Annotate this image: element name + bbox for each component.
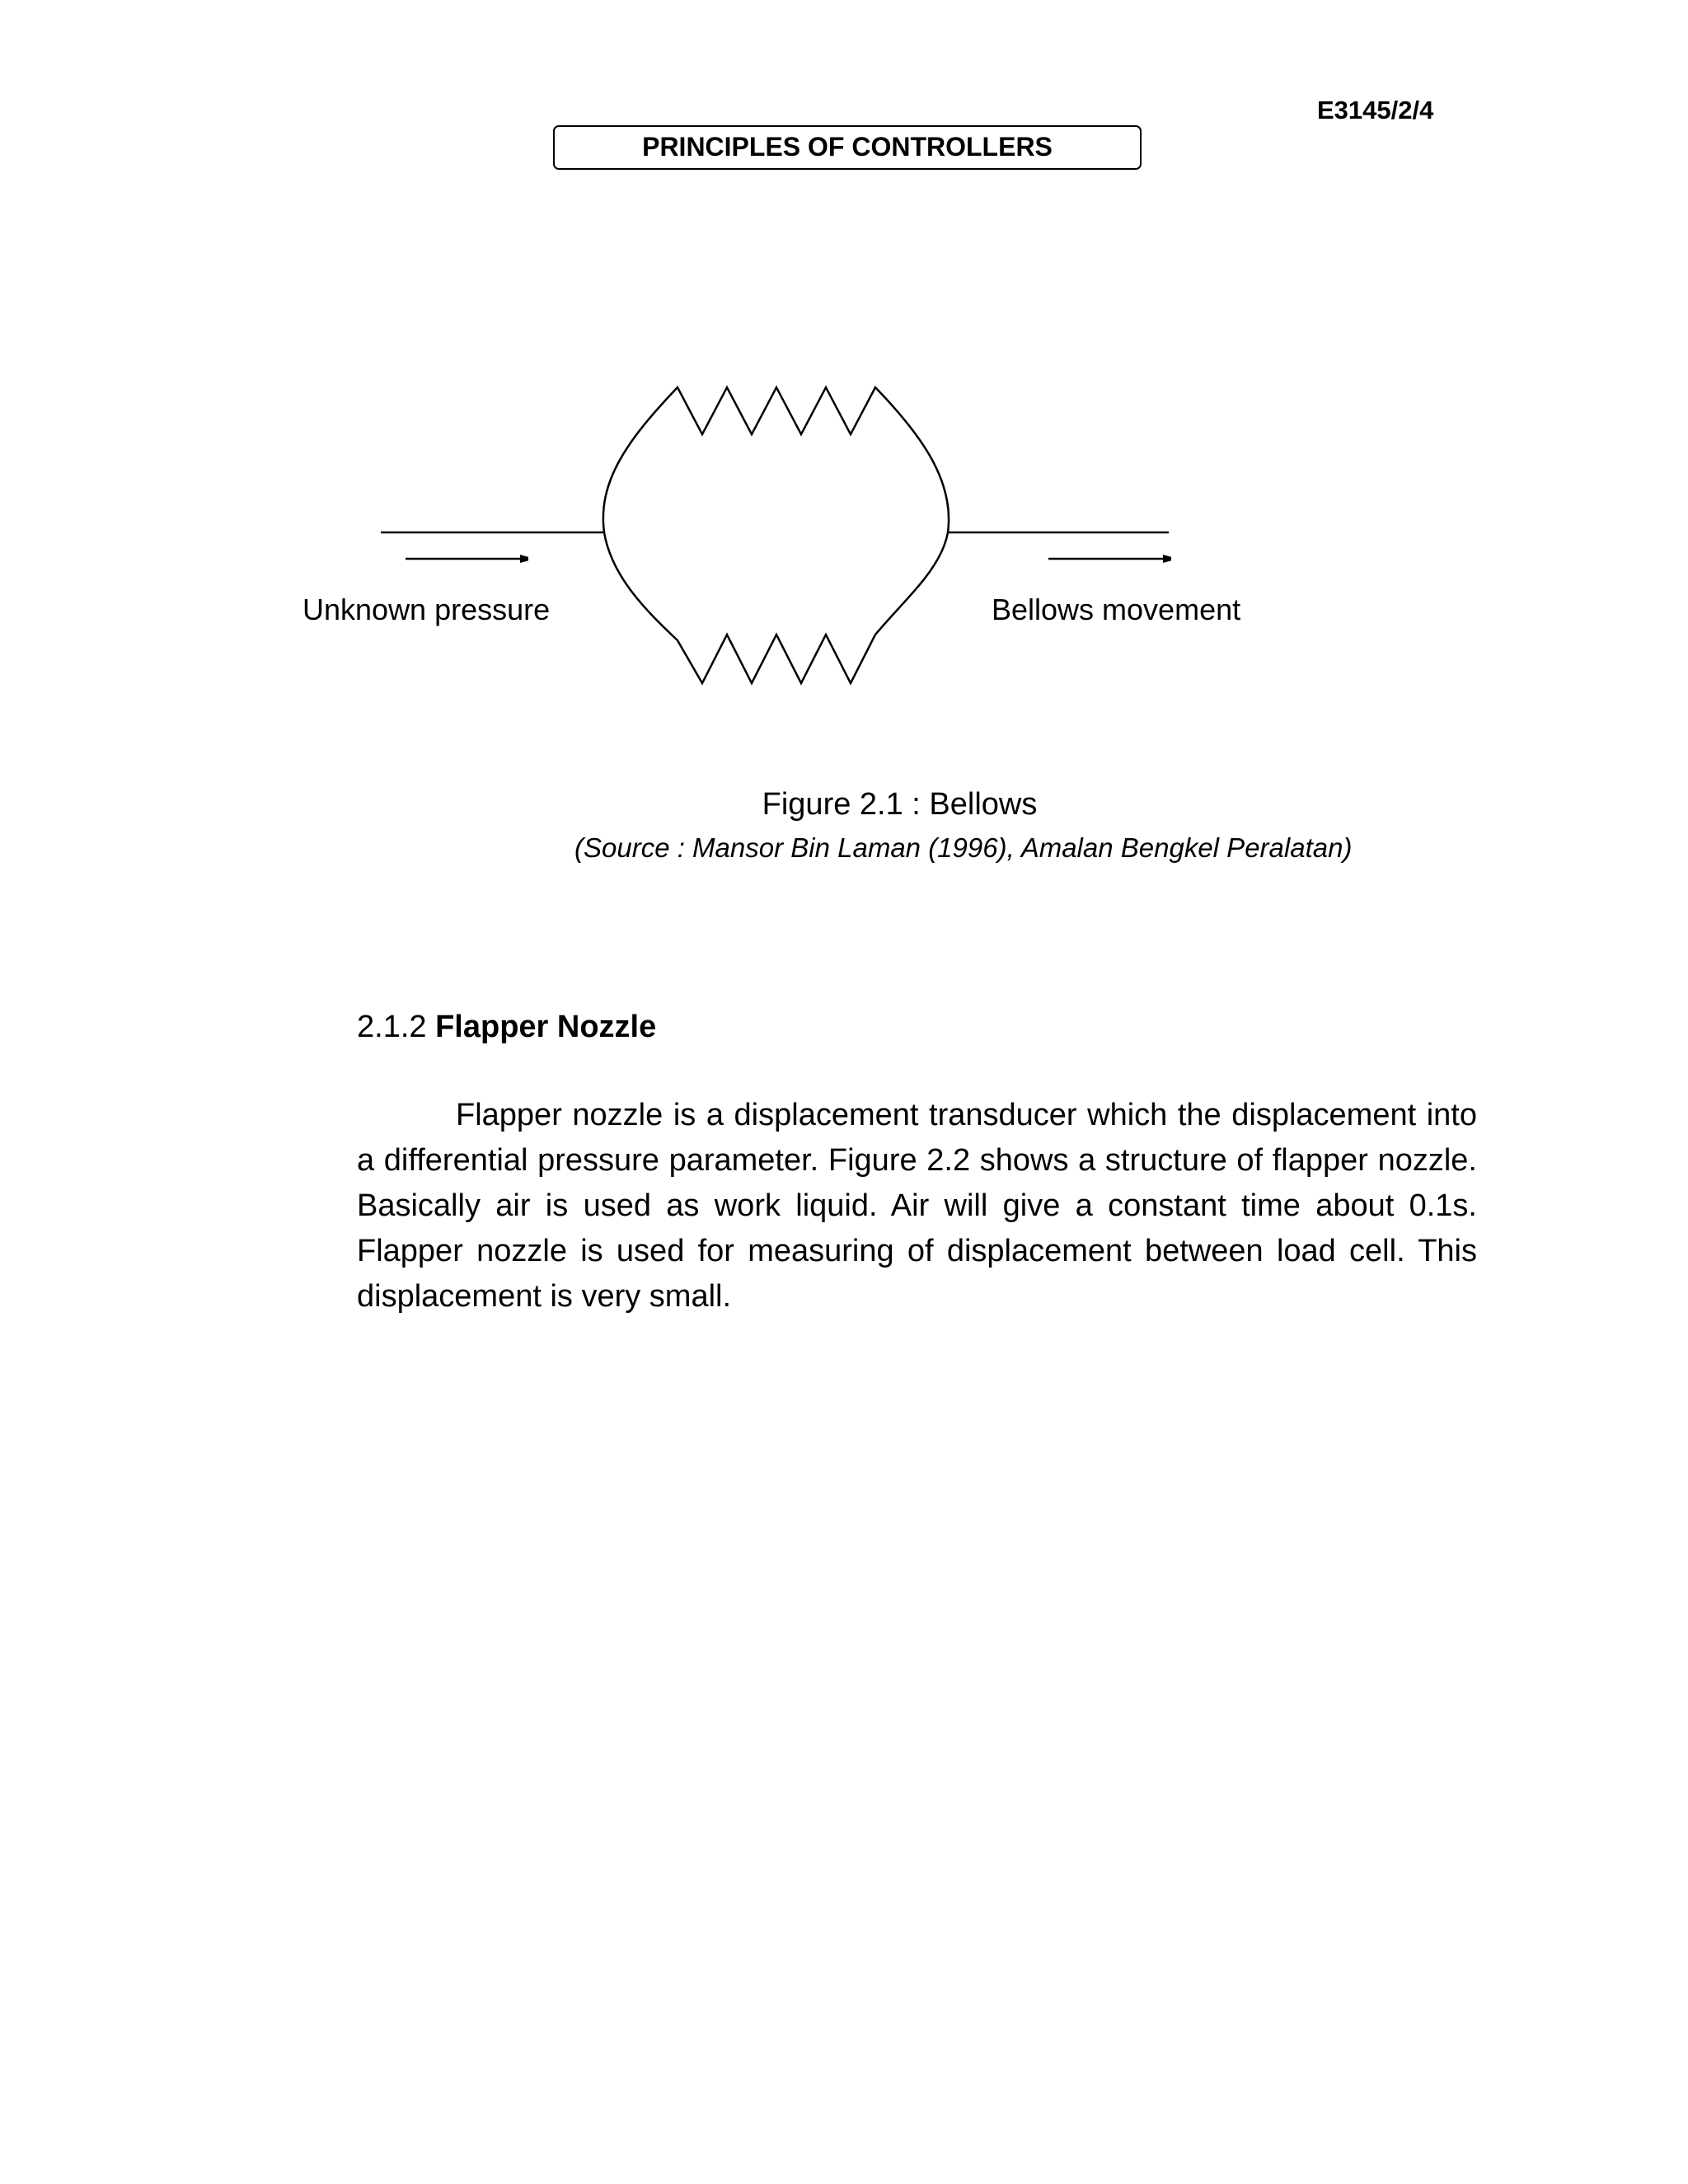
label-bellows-movement: Bellows movement — [992, 593, 1241, 626]
bellows-top-outline — [603, 387, 949, 532]
document-code: E3145/2/4 — [1317, 96, 1434, 124]
figure-caption: Figure 2.1 : Bellows — [762, 787, 1038, 822]
page-header-title: PRINCIPLES OF CONTROLLERS — [553, 125, 1142, 170]
section-body-paragraph: Flapper nozzle is a displacement transducer which the displacement into a differential pressure parameter. Figure 2.2 shows a structure of flapper nozzle. Basically air is used as work liquid. Air will give a constant time about 0.1s. Flapper nozzle is used for measuring of displacement between load cell. This displacement is very small. — [357, 1098, 1477, 1314]
bellows-bottom-outline — [604, 532, 948, 683]
section-heading — [357, 1010, 656, 1045]
label-unknown-pressure: Unknown pressure — [302, 593, 551, 626]
figure-source: (Source : Mansor Bin Laman (1996), Amalan Bengkel Peralatan) — [574, 832, 1353, 863]
section-number: 2.1.2 — [357, 1010, 427, 1044]
bellows-diagram — [0, 0, 1688, 824]
section-title: Flapper Nozzle — [435, 1010, 657, 1044]
